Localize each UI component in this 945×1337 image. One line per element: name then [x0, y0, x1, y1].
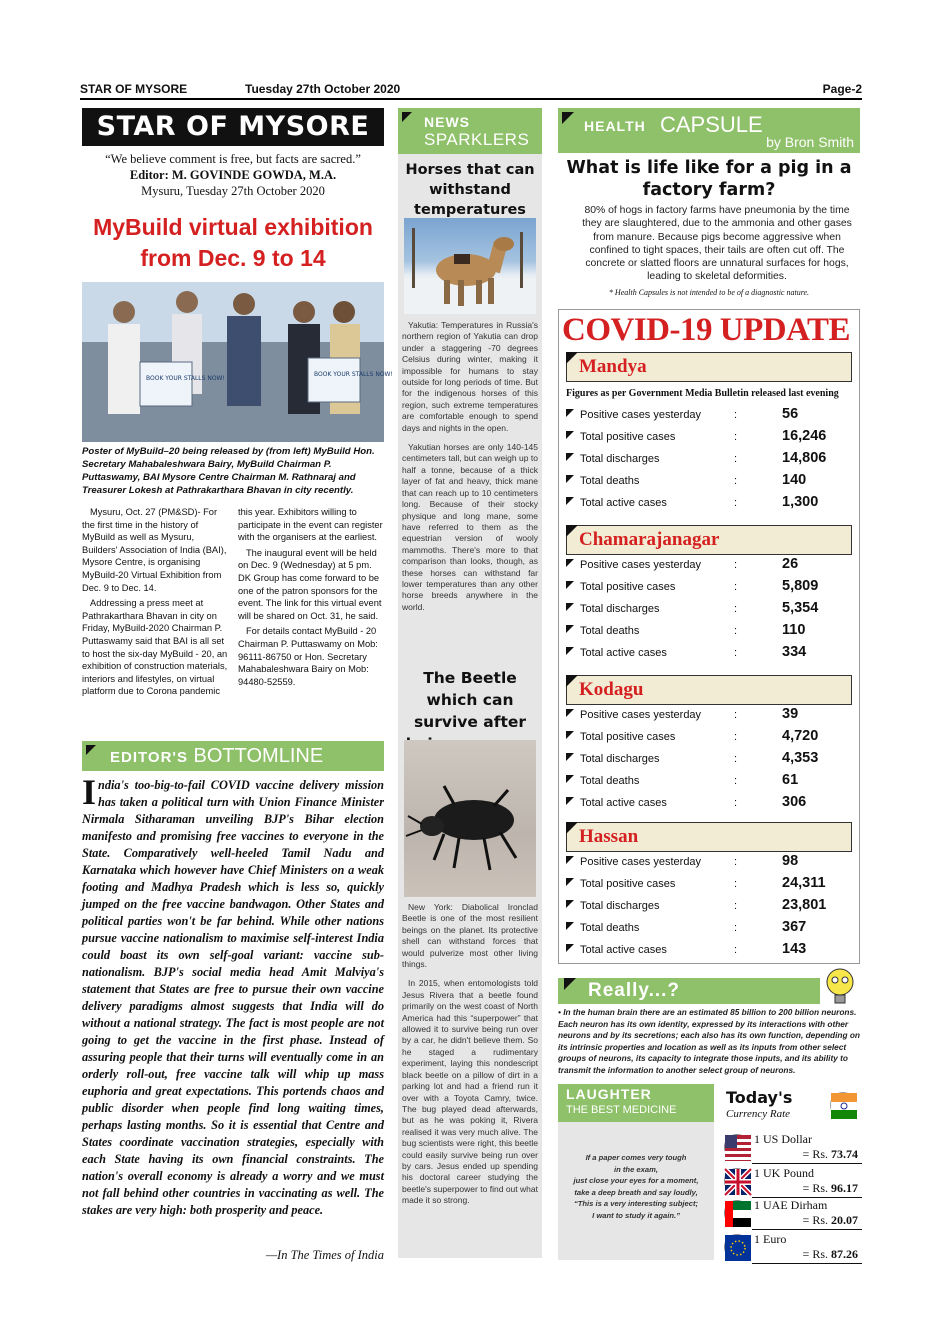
stat-label: Total discharges: [580, 453, 660, 465]
currency-amount: 20.07: [831, 1213, 858, 1227]
stat-value: 24,311: [782, 875, 826, 891]
stat-separator: :: [734, 475, 738, 487]
district-mandya: [566, 352, 852, 382]
corner-marker-icon: [566, 525, 578, 537]
health-byline: by Bron Smith: [766, 134, 854, 150]
editor-line: Editor: M. GOVINDE GOWDA, M.A.: [129, 168, 337, 182]
lead-para-2: Addressing a press meet at Pathrakarthara Bhavan in city on Friday, MyBuild-2020 Chairman P. Puttaswamy said that BAI is all set to host the six-day MyBuild - 20, an exhibition of construction materials, interiors and lifestyles, on virtual platform due to Corona pandemic this year. Exhibitors willing to participate in the event can register with the organisers at the earliest.: [82, 507, 383, 697]
stat-label: Total active cases: [580, 797, 667, 809]
district-chamarajanagar: [566, 525, 852, 555]
bulb-icon: [820, 966, 860, 1006]
currency-prefix: = Rs.: [802, 1213, 828, 1227]
currency-name: 1 US Dollar: [754, 1132, 812, 1146]
stat-separator: :: [734, 797, 738, 809]
story1-para-2: Yakutian horses are only 140-145 centimeters tall, but can weigh up to half a tonne, because of a thick layer of fat and heavy, thick mane that can reach up to 10 centimeters long. Because of their stocky physique and long mane, some have referred to them as the equestrian version of wooly mammoths. There's more to that comparison than looks, though, as these horses can withstand far lower temperatures than any other horse breeds anywhere in the world.: [402, 442, 538, 612]
stat-value: 5,354: [782, 600, 819, 616]
stat-separator: :: [734, 431, 738, 443]
bullet-icon: [566, 900, 574, 908]
district-name: Hassan: [579, 826, 639, 847]
district-name: Kodagu: [579, 679, 644, 700]
divider: [752, 1229, 862, 1230]
issue-date: Tuesday 27th October 2020: [245, 82, 401, 96]
bullet-icon: [566, 775, 574, 783]
lead-photo: [82, 282, 393, 442]
stat-separator: :: [734, 709, 738, 721]
masthead-logo: STAR OF MYSORE: [82, 108, 384, 146]
stat-value: 56: [782, 406, 799, 422]
stat-value: 26: [782, 556, 799, 572]
currency-name: 1 Euro: [754, 1232, 787, 1246]
stat-label: Total deaths: [580, 475, 640, 487]
bullet-icon: [566, 753, 574, 761]
laughter-header: [558, 1084, 714, 1122]
stat-value: 16,246: [782, 428, 827, 444]
divider: [752, 1163, 862, 1164]
editorial-head-light: BOTTOMLINE: [193, 745, 324, 767]
covid-stat-row: [566, 705, 856, 727]
covid-stat-row: [566, 577, 856, 599]
really-text: • In the human brain there are an estimated 85 billion to 200 billion neurons. Each neuron has its own identity, expressed by its interactions with other neurons and by its secretions; each also has its own function, depending on its intrinsic properties and location as well as its inputs from other select groups of neurons, its capacity to integrate those inputs, and its ability to transmit the information to another select group of neurons.: [558, 1007, 860, 1075]
rate-row-eur: [722, 1232, 862, 1264]
uk-flag-icon: [724, 1168, 750, 1194]
page-header: [80, 80, 862, 100]
currency-title: Today's: [726, 1088, 793, 1107]
stat-separator: :: [734, 647, 738, 659]
currency-amount: 87.26: [831, 1247, 858, 1261]
bullet-icon: [566, 878, 574, 886]
stat-separator: :: [734, 559, 738, 571]
bullet-icon: [566, 559, 574, 567]
bullet-icon: [566, 647, 574, 655]
corner-marker-icon: [564, 978, 576, 990]
lead-para-1: Mysuru, Oct. 27 (PM&SD)- For the first time in the history of MyBuild as well as Mysuru, Builders' Association of India (BAI), Mysore Centre, is organising MyBuild-20 Virtual Exhibition from Dec. 9 to Dec. 14.: [82, 507, 227, 593]
stat-value: 143: [782, 941, 807, 957]
lead-para-3: The inaugural event will be held on Dec. 9 (Wednesday) at 5 pm. DK Group has come forward to be one of the patron sponsors for the event. The link for this virtual event will be shared on Oct. 31, he said.: [238, 547, 382, 621]
stat-label: Total positive cases: [580, 581, 676, 593]
stat-separator: :: [734, 625, 738, 637]
rate-row-usd: [722, 1132, 862, 1164]
masthead-info: [82, 151, 384, 199]
uae-flag-icon: [724, 1200, 750, 1226]
health-head-bold: HEALTH: [584, 118, 646, 134]
page-number: Page-2: [822, 82, 862, 96]
bullet-icon: [566, 603, 574, 611]
district-hassan: [566, 822, 852, 852]
poster-text-right: BOOK YOUR STALLS NOW!: [314, 371, 393, 378]
stat-label: Total active cases: [580, 497, 667, 509]
bullet-icon: [566, 922, 574, 930]
covid-stat-row: [566, 874, 856, 896]
covid-stat-row: [566, 643, 856, 665]
corner-marker-icon: [86, 745, 96, 755]
covid-stat-row: [566, 621, 856, 643]
covid-stat-row: [566, 918, 856, 940]
lead-para-4: For details contact MyBuild - 20 Chairman P. Puttaswamy on Mob: 96111-86750 or Hon. Secretary Mahabaleshwara Bairy on Mob: 94480-52559.: [238, 626, 378, 687]
district-name: Mandya: [579, 356, 647, 377]
covid-stat-row: [566, 727, 856, 749]
covid-stat-row: [566, 599, 856, 621]
bullet-icon: [566, 731, 574, 739]
joke-line: If a paper comes very tough: [585, 1153, 687, 1162]
stat-label: Positive cases yesterday: [580, 409, 702, 421]
stat-label: Positive cases yesterday: [580, 559, 702, 571]
stat-label: Total positive cases: [580, 431, 676, 443]
news-head-bold: NEWS: [424, 114, 470, 130]
laughter-title: LAUGHTER: [566, 1086, 652, 1102]
covid-stat-row: [566, 852, 856, 874]
covid-source: Figures as per Government Media Bulletin released last evening: [566, 388, 839, 399]
covid-stat-row: [566, 493, 856, 515]
beetle-photo: [404, 740, 536, 897]
bullet-icon: [566, 431, 574, 439]
india-flag-icon: [830, 1092, 856, 1118]
bullet-icon: [566, 581, 574, 589]
editorial-source: —In The Times of India: [265, 1248, 384, 1262]
stat-value: 334: [782, 644, 807, 660]
editorial-dropcap: I: [82, 772, 97, 812]
bullet-icon: [566, 409, 574, 417]
stat-value: 98: [782, 853, 799, 869]
covid-stat-row: [566, 771, 856, 793]
covid-stat-row: [566, 405, 856, 427]
stat-separator: :: [734, 878, 738, 890]
editorial-body: [82, 772, 384, 1219]
stat-separator: :: [734, 775, 738, 787]
laughter-subtitle: THE BEST MEDICINE: [566, 1104, 677, 1116]
joke-line: in the exam,: [614, 1164, 658, 1174]
district-kodagu: [566, 675, 852, 705]
story1-para-1: Yakutia: Temperatures in Russia's northern region of Yakutia can drop under a staggering -70 degrees Celsius during winter, making it impossible for humans to stay outside for long periods of time. But for the indigenous horses of this region, such extreme temperatures are comfortable enough to spend days and nights in the open.: [402, 320, 538, 433]
covid-stat-row: [566, 555, 856, 577]
stat-separator: :: [734, 753, 738, 765]
bullet-icon: [566, 797, 574, 805]
story2-para-1: New York: Diabolical Ironclad Beetle is one of the most resilient beings on the planet. Its protective shell can withstand forces that would pulverize most other living things.: [402, 902, 538, 970]
bullet-icon: [566, 497, 574, 505]
currency-name: 1 UK Pound: [754, 1166, 815, 1180]
stat-label: Total deaths: [580, 922, 640, 934]
joke-line: take a deep breath and say loudly,: [574, 1187, 698, 1197]
stat-label: Total deaths: [580, 775, 640, 787]
currency-value: [803, 1247, 858, 1262]
divider: [752, 1263, 862, 1264]
currency-prefix: = Rs.: [802, 1147, 828, 1161]
covid-stat-row: [566, 471, 856, 493]
stat-label: Total positive cases: [580, 731, 676, 743]
currency-value: [803, 1213, 858, 1228]
stat-separator: :: [734, 453, 738, 465]
poster-text-left: BOOK YOUR STALLS NOW!: [146, 375, 225, 382]
really-header: [558, 978, 820, 1004]
stat-separator: :: [734, 731, 738, 743]
laughter-box: [558, 1122, 714, 1260]
bullet-icon: [566, 856, 574, 864]
stat-separator: :: [734, 856, 738, 868]
joke-line: just close your eyes for a moment,: [573, 1176, 699, 1185]
stat-label: Total discharges: [580, 603, 660, 615]
health-note: * Health Capsules is not intended to be of a diagnostic nature.: [608, 288, 810, 297]
stat-value: 4,353: [782, 750, 819, 766]
stat-label: Positive cases yesterday: [580, 709, 702, 721]
motto: “We believe comment is free, but facts are sacred.”: [105, 152, 361, 166]
stat-separator: :: [734, 497, 738, 509]
lead-headline: MyBuild virtual exhibition from Dec. 9 to 14: [93, 214, 373, 271]
editorial-header: [82, 741, 384, 771]
covid-stat-row: [566, 940, 856, 962]
stat-label: Total deaths: [580, 625, 640, 637]
covid-stat-row: [566, 427, 856, 449]
covid-stat-row: [566, 896, 856, 918]
currency-name: 1 UAE Dirham: [754, 1198, 828, 1212]
currency-value: [803, 1147, 858, 1162]
covid-stat-row: [566, 749, 856, 771]
covid-title: COVID-19 UPDATE: [562, 312, 850, 348]
stat-label: Total discharges: [580, 753, 660, 765]
bullet-icon: [566, 475, 574, 483]
editorial-text: ndia's too-big-to-fail COVID vaccine delivery mission has taken a political turn with Union Finance Minister Nirmala Sitharaman unveiling BJP's Bihar election manifesto and promising free vaccines to everyone in the State. Comparatively well-heeled Tamil Nadu and Karnataka which however have Chief Ministers on a weak footing and Madhya Pradesh which is less so, quickly jumped on the free vaccine bandwagon. Other States and political parties won't be far behind. While other nations pursue vaccine nationalism to maximise self-interest India could boast its own self-goal variant: vaccine sub-nationalism. BJP's social media head Amit Malviya's statement that States are free to pursue their own vaccine delivery paradigms almost suggests that India will do without a national strategy. The fact is most people are not going to get the vaccine in the first phase. Instead of assuring people that their turns will eventually come in an orderly roll-out, free vaccine talk will whip up mass euphoria and great expectations. This portends chaos and public disorder when people find long waiting times, perhaps lasting months. So it is essential that Centre and States coordinate vaccination strategies, especially with each State having its own financial constraints. The nation's overall economy is already a worry and we must not fall behind other countries in vaccinating as well. The stakes are very high: both prosperity and peace.: [82, 778, 384, 1217]
corner-marker-icon: [562, 112, 574, 124]
photo-caption: Poster of MyBuild–20 being released by (from left) MyBuild Hon. Secretary Mahabaleshwara Bairy, MyBuild Chairman P. Puttaswamy, BAI Mysore Centre Chairman M. Rathnaraj and Treasurer Lokesh at Pathrakarthara Bhavan in city recently.: [82, 446, 375, 496]
stat-separator: :: [734, 409, 738, 421]
stat-label: Positive cases yesterday: [580, 856, 702, 868]
stat-value: 23,801: [782, 897, 827, 913]
health-body: 80% of hogs in factory farms have pneumonia by the time they are slaughtered, due to the ammonia and other gases from manure. Because pigs become aggressive when confined to tight spaces, their tails are often cut off. The concrete or slatted floors are unnatural surfaces for hogs, leading to skeletal deformities.: [582, 205, 852, 283]
currency-amount: 96.17: [831, 1181, 858, 1195]
bullet-icon: [566, 625, 574, 633]
stat-value: 4,720: [782, 728, 819, 744]
bullet-icon: [566, 944, 574, 952]
health-question: What is life like for a pig in a factory farm?: [566, 158, 852, 200]
corner-marker-icon: [566, 822, 578, 834]
stat-value: 1,300: [782, 494, 819, 510]
stat-separator: :: [734, 603, 738, 615]
joke-line: I want to study it again.”: [592, 1210, 680, 1220]
stat-label: Total active cases: [580, 647, 667, 659]
bullet-icon: [566, 709, 574, 717]
stat-value: 306: [782, 794, 807, 810]
joke-line: “This is a very interesting subject;: [573, 1199, 699, 1208]
rate-row-aed: [722, 1198, 862, 1230]
story1-title: Horses that can withstand temperatures: [405, 162, 535, 218]
covid-stat-row: [566, 793, 856, 815]
eu-flag-icon: [724, 1234, 750, 1260]
health-header: [558, 108, 860, 153]
currency-subtitle: Currency Rate: [726, 1108, 791, 1120]
corner-marker-icon: [402, 112, 412, 122]
stat-separator: :: [734, 944, 738, 956]
stat-separator: :: [734, 581, 738, 593]
rate-row-gbp: [722, 1166, 862, 1198]
bullet-icon: [566, 453, 574, 461]
stat-value: 5,809: [782, 578, 819, 594]
stat-value: 39: [782, 706, 799, 722]
district-name: Chamarajanagar: [579, 529, 720, 550]
news-head-light: SPARKLERS: [424, 130, 530, 149]
stat-value: 110: [782, 622, 806, 638]
stat-label: Total positive cases: [580, 878, 676, 890]
stat-value: 367: [782, 919, 807, 935]
paper-name: STAR OF MYSORE: [80, 82, 188, 96]
stat-label: Total discharges: [580, 900, 660, 912]
dateline: Mysuru, Tuesday 27th October 2020: [141, 184, 325, 198]
stat-value: 140: [782, 472, 807, 488]
health-head-light: CAPSULE: [660, 112, 763, 137]
editorial-head-bold: EDITOR'S: [110, 749, 188, 766]
covid-stat-row: [566, 449, 856, 471]
stat-label: Total active cases: [580, 944, 667, 956]
corner-marker-icon: [566, 675, 578, 687]
story2-body: [402, 902, 538, 1215]
stat-separator: :: [734, 900, 738, 912]
stat-value: 14,806: [782, 450, 827, 466]
story2-para-2: In 2015, when entomologists told Jesus Rivera that a beetle found primarily on the west coast of North America had this “superpower” that allowed it to survive being run over by a car, he didn't believe them. So he staged a rudimentary experiment, laying this nondescript black beetle on a pillow of dirt in a parking lot and had a friend run it over with a Toyota Camry, twice. The bug played dead afterwards, but as he was poking it, Rivera realised it was very much alive. The bug scientists were right, this beetle could easily survive being run over by cars. Jesus ended up spending his doctoral career studying the beetle's superpower to find out what made it so strong.: [402, 978, 538, 1206]
corner-marker-icon: [566, 352, 578, 364]
stat-value: 61: [782, 772, 799, 788]
news-header: [398, 108, 542, 154]
story1-body: [402, 320, 538, 621]
stat-separator: :: [734, 922, 738, 934]
us-flag-icon: [724, 1134, 750, 1160]
really-title: Really...?: [588, 980, 681, 1001]
currency-prefix: = Rs.: [802, 1247, 828, 1261]
horse-photo: [404, 218, 536, 314]
currency-amount: 73.74: [831, 1147, 858, 1161]
currency-value: [803, 1181, 858, 1196]
currency-prefix: = Rs.: [802, 1181, 828, 1195]
lead-article: [82, 506, 384, 698]
story2-title: The Beetle which can survive after: [413, 669, 527, 731]
